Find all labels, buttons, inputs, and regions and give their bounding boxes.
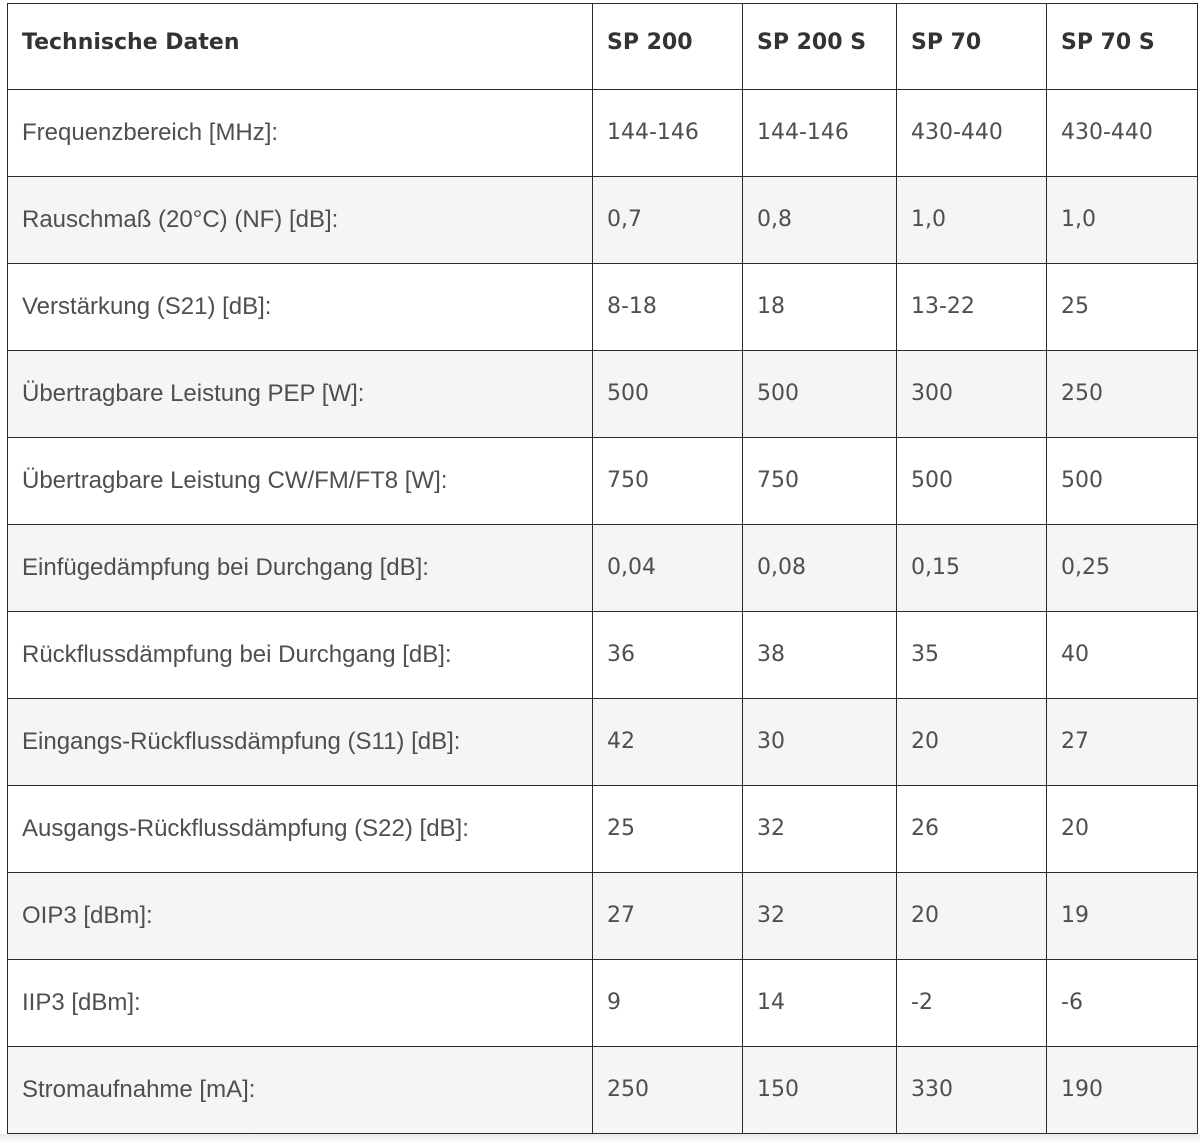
cell-sp-200-s: 150 [743, 1047, 897, 1134]
table-row [8, 1047, 1198, 1134]
cell-sp-70: 20 [897, 873, 1047, 960]
table-row [8, 960, 1198, 1047]
cell-sp-200-s: 38 [743, 612, 897, 699]
header-sp-70: SP 70 [897, 4, 1047, 90]
row-label: Einfügedämpfung bei Durchgang [dB]: [8, 525, 593, 612]
cell-sp-200-s: 0,8 [743, 177, 897, 264]
technical-data-table [7, 3, 1198, 1134]
cell-sp-200: 36 [593, 612, 743, 699]
row-label: IIP3 [dBm]: [8, 960, 593, 1047]
table-header [8, 4, 1198, 90]
cell-sp-200: 25 [593, 786, 743, 873]
bottom-edge-shadow [0, 1134, 1200, 1142]
cell-sp-70: 1,0 [897, 177, 1047, 264]
cell-sp-70: 300 [897, 351, 1047, 438]
cell-sp-200-s: 32 [743, 786, 897, 873]
row-label: Rauschmaß (20°C) (NF) [dB]: [8, 177, 593, 264]
table-row [8, 90, 1198, 177]
cell-sp-70-s: 250 [1047, 351, 1198, 438]
row-label: Eingangs-Rückflussdämpfung (S11) [dB]: [8, 699, 593, 786]
cell-sp-70-s: 19 [1047, 873, 1198, 960]
row-label: Stromaufnahme [mA]: [8, 1047, 593, 1134]
cell-sp-70: -2 [897, 960, 1047, 1047]
cell-sp-70-s: 40 [1047, 612, 1198, 699]
row-label: Ausgangs-Rückflussdämpfung (S22) [dB]: [8, 786, 593, 873]
cell-sp-200-s: 500 [743, 351, 897, 438]
cell-sp-70-s: 0,25 [1047, 525, 1198, 612]
row-label: Übertragbare Leistung CW/FM/FT8 [W]: [8, 438, 593, 525]
cell-sp-200-s: 14 [743, 960, 897, 1047]
table-row [8, 786, 1198, 873]
table-row [8, 177, 1198, 264]
row-label: OIP3 [dBm]: [8, 873, 593, 960]
table-row [8, 873, 1198, 960]
cell-sp-200: 0,7 [593, 177, 743, 264]
cell-sp-70: 0,15 [897, 525, 1047, 612]
cell-sp-200: 750 [593, 438, 743, 525]
table-row [8, 264, 1198, 351]
cell-sp-200: 42 [593, 699, 743, 786]
table-row [8, 699, 1198, 786]
cell-sp-200: 250 [593, 1047, 743, 1134]
cell-sp-70: 35 [897, 612, 1047, 699]
cell-sp-70-s: 25 [1047, 264, 1198, 351]
cell-sp-70-s: 500 [1047, 438, 1198, 525]
cell-sp-70-s: 1,0 [1047, 177, 1198, 264]
cell-sp-200-s: 32 [743, 873, 897, 960]
cell-sp-70: 330 [897, 1047, 1047, 1134]
cell-sp-200-s: 0,08 [743, 525, 897, 612]
header-sp-200-s: SP 200 S [743, 4, 897, 90]
table-row [8, 438, 1198, 525]
header-technische-daten: Technische Daten [8, 4, 593, 90]
table-row [8, 525, 1198, 612]
cell-sp-200-s: 144-146 [743, 90, 897, 177]
cell-sp-70: 430-440 [897, 90, 1047, 177]
header-sp-70-s: SP 70 S [1047, 4, 1198, 90]
cell-sp-70-s: -6 [1047, 960, 1198, 1047]
cell-sp-200-s: 30 [743, 699, 897, 786]
table-row [8, 612, 1198, 699]
cell-sp-70: 13-22 [897, 264, 1047, 351]
cell-sp-200: 500 [593, 351, 743, 438]
cell-sp-200: 144-146 [593, 90, 743, 177]
cell-sp-200-s: 18 [743, 264, 897, 351]
cell-sp-70-s: 430-440 [1047, 90, 1198, 177]
cell-sp-70: 26 [897, 786, 1047, 873]
row-label: Verstärkung (S21) [dB]: [8, 264, 593, 351]
row-label: Übertragbare Leistung PEP [W]: [8, 351, 593, 438]
cell-sp-70-s: 20 [1047, 786, 1198, 873]
cell-sp-200: 8-18 [593, 264, 743, 351]
table-row [8, 351, 1198, 438]
cell-sp-200: 0,04 [593, 525, 743, 612]
row-label: Rückflussdämpfung bei Durchgang [dB]: [8, 612, 593, 699]
cell-sp-70-s: 27 [1047, 699, 1198, 786]
spec-table-container [7, 3, 1197, 1134]
cell-sp-200-s: 750 [743, 438, 897, 525]
cell-sp-70: 500 [897, 438, 1047, 525]
cell-sp-200: 9 [593, 960, 743, 1047]
cell-sp-70-s: 190 [1047, 1047, 1198, 1134]
row-label: Frequenzbereich [MHz]: [8, 90, 593, 177]
header-sp-200: SP 200 [593, 4, 743, 90]
cell-sp-70: 20 [897, 699, 1047, 786]
table-body [8, 90, 1198, 1134]
header-row [8, 4, 1198, 90]
cell-sp-200: 27 [593, 873, 743, 960]
